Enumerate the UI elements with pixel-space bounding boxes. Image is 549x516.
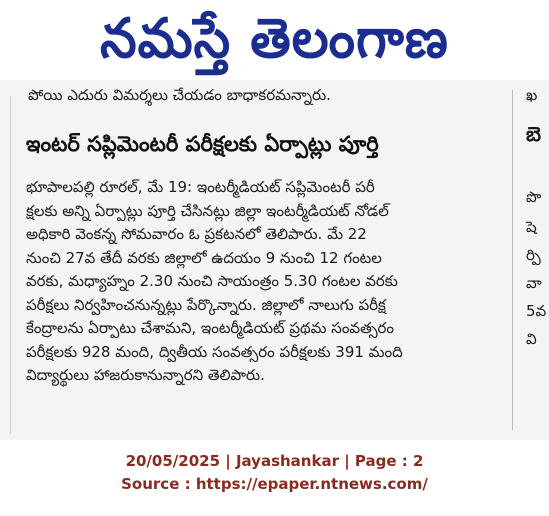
adjacent-line: ర్పి bbox=[526, 246, 541, 264]
caption-date-line: 20/05/2025 | Jayashankar | Page : 2 bbox=[125, 452, 424, 470]
adjacent-top-text: ఖ bbox=[526, 86, 538, 104]
column-divider bbox=[512, 90, 513, 430]
left-margin-rule bbox=[10, 96, 11, 434]
newspaper-masthead bbox=[0, 0, 549, 78]
body-line: నుంచి 27వ తేదీ వరకు జిల్లాలో ఉదయం 9 నుంచి 12 గంటల bbox=[26, 248, 382, 267]
article-headline: ఇంటర్ సప్లిమెంటరీ పరీక్షలకు ఏర్పాట్లు పూర్తి bbox=[26, 132, 379, 156]
adjacent-line: వా bbox=[526, 274, 542, 292]
body-line: అధికారి వెంకన్న సోమవారం ఓ ప్రకటనలో తెలిపారు. మే 22 bbox=[26, 225, 367, 243]
body-line: విద్యార్థులు హాజరుకానున్నారని తెలిపారు. bbox=[26, 366, 265, 384]
adjacent-line: షె bbox=[526, 218, 537, 236]
caption-source-line: Source : https://epaper.ntnews.com/ bbox=[121, 475, 428, 493]
article-body bbox=[26, 176, 506, 388]
masthead-title: నమస్తే తెలంగాణ bbox=[100, 7, 449, 71]
adjacent-line: 5వ bbox=[526, 302, 547, 320]
adjacent-headline: బె bbox=[526, 122, 541, 146]
adjacent-line: పొ bbox=[526, 188, 542, 206]
adjacent-line: వి bbox=[526, 330, 537, 348]
previous-article-line: పోయి ఎదురు విమర్శలు చేయడం బాధాకరమన్నారు. bbox=[28, 86, 331, 104]
body-line: వరకు, మధ్యాహ్నం 2.30 నుంచి సాయంత్రం 5.30 గంటల వరకు bbox=[26, 272, 398, 290]
body-line: కేంద్రాలను ఏర్పాటు చేశామని, ఇంటర్మీడియట్ ప్రథమ సంవత్సరం bbox=[26, 319, 395, 337]
body-line: క్షలకు అన్ని ఏర్పాట్లు పూర్తి చేసినట్లు జిల్లా ఇంటర్మీడియట్ నోడల్ bbox=[26, 201, 389, 220]
source-caption bbox=[0, 450, 549, 496]
body-line: భూపాలపల్లి రూరల్, మే 19: ఇంటర్మీడియట్ సప్లిమెంటరీ పరీ bbox=[26, 178, 375, 196]
article-clipping bbox=[0, 80, 549, 440]
body-line: పరీక్షలకు 928 మంది, ద్వితీయ సంవత్సరం పరీక్షలకు 391 మంది bbox=[26, 342, 403, 361]
body-line: పరీక్షలు నిర్వహించనున్నట్లు పేర్కొన్నారు. జిల్లాలో నాలుగు పరీక్ష bbox=[26, 295, 386, 314]
